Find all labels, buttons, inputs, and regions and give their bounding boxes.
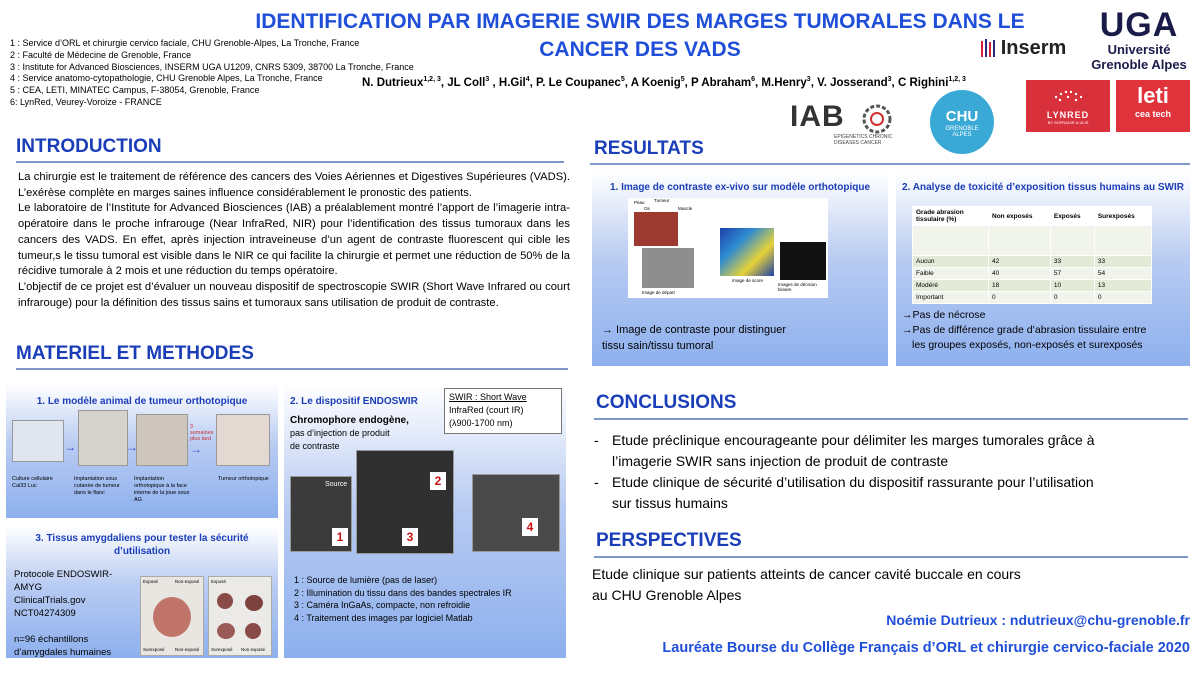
table-row	[913, 292, 1152, 304]
conclusions-heading: CONCLUSIONS	[596, 392, 737, 413]
contrast-figure	[628, 198, 828, 298]
protocol-line: NCT04274309	[14, 608, 76, 619]
cell-culture-photo	[12, 420, 64, 462]
conclusions-list	[594, 430, 1194, 514]
inserm-bars-icon	[980, 37, 998, 59]
award-line: Lauréate Bourse du Collège Français d’ORL et chirurgie cervico-faciale 2020	[662, 640, 1190, 656]
table-cell: Important	[913, 292, 989, 304]
author-name: N. Dutrieux	[362, 76, 424, 89]
author-affiliation: 4	[525, 76, 530, 83]
author-affiliation: 3	[887, 76, 892, 83]
chromophore-line: pas d’injection de produit	[290, 428, 390, 438]
figure-label: Images de décision binaire	[778, 282, 817, 292]
arrow-right-icon: →	[64, 440, 76, 454]
section-divider	[594, 418, 1188, 420]
table-header: Grade abrasion tissulaire (%)	[913, 207, 989, 226]
table-cell: 33	[1050, 256, 1094, 268]
photo-label: Exposé	[211, 579, 227, 584]
affiliation-line: 3 : Institute for Advanced Biosciences, INSERM UGA U1209, CNRS 5309, 38700 La Tronche, France	[10, 61, 414, 72]
table-cell: 18	[989, 280, 1051, 292]
cheek-implant-photo	[136, 414, 188, 466]
device-component: 3 : Caméra InGaAs, compacte, non refroidie	[294, 600, 471, 610]
affiliation-line: 2 : Faculté de Médecine de Grenoble, France	[10, 49, 192, 60]
protocol-line: n=96 échantillons	[14, 634, 89, 645]
perspectives-heading: PERSPECTIVES	[596, 530, 742, 551]
tonsil-sample-photo	[208, 576, 272, 656]
introduction-paragraph: Le laboratoire de l’Institute for Advanced Biosciences (IAB) a préalablement montré l’apport de l’imagerie intra-opératoire dans le proche infrarouge (Near InfraRed, NIR) pour l’identification des tissus tumoraux dans les cancers des VADS. En effet, après injection intraveineuse d’un agent de contraste fluorescent qui cible les tumeur,s le tissu tumoral est visible dans le NIR ce qui facilite la chirurgie et permet une réduction de 50% de la récidive tumorale à 2 mois et une réduction du temps opératoire.	[18, 202, 570, 278]
orthotopic-tumor-photo	[216, 414, 270, 466]
tonsil-sample-photo	[140, 576, 204, 656]
table-header: Surexposés	[1094, 207, 1151, 226]
author-name: M.Henry	[761, 76, 807, 89]
device-component: 2 : Illumination du tissu dans des bandes spectrales IR	[294, 587, 512, 598]
author-name: A Koenig	[630, 76, 681, 89]
finding-line: →Pas de nécrose	[902, 309, 986, 321]
step-badge: 3	[402, 528, 418, 546]
panel-title: 1. Le modèle animal de tumeur orthotopique	[36, 396, 248, 407]
iab-wordmark: IAB	[790, 100, 845, 133]
uga-subtitle: Grenoble Alpes	[1091, 57, 1187, 72]
conclusion-item	[594, 430, 1194, 472]
flank-implant-photo	[78, 410, 128, 466]
conclusion-line: sur tissus humains	[612, 495, 728, 511]
device-component-list	[294, 574, 560, 624]
table-cell: 13	[1094, 280, 1151, 292]
table-cell: Faible	[913, 268, 989, 280]
section-divider	[16, 161, 564, 163]
toxicity-findings	[902, 308, 1188, 353]
table-cell: Aucun	[913, 256, 989, 268]
tonsil-tissue-shape	[245, 595, 263, 611]
figure-label: Image de départ	[642, 290, 675, 295]
uga-logo	[1084, 8, 1194, 78]
delay-label: 3 semaines plus tard	[190, 424, 214, 442]
affiliation-line: 1 : Service d’ORL et chirurgie cervico faciale, CHU Grenoble-Alpes, La Tronche, France	[10, 38, 360, 48]
arrow-right-icon: →	[190, 442, 202, 456]
endoswir-device-panel	[284, 384, 566, 658]
binary-decision-image	[780, 242, 826, 280]
lynred-subtitle: BY SOFRADIR & ULIS	[1047, 120, 1089, 125]
protocol-line: d’amygdales humaines	[14, 647, 112, 658]
table-cell: Modéré	[913, 280, 989, 292]
device-component: 1 : Source de lumière (pas de laser)	[294, 575, 438, 585]
figure-label: Peau	[634, 200, 645, 205]
protocol-line: Protocole ENDOSWIR-AMYG	[14, 569, 113, 593]
conclusion-line: - Etude préclinique encourageante pour délimiter les marges tumorales grâce à	[612, 432, 1095, 448]
tonsil-tissue-shape	[217, 623, 235, 639]
step-caption: Culture cellulaire Cal33 Luc	[12, 476, 53, 489]
step-caption: Implantation sous cutanée de tumeur dans le flanc	[74, 476, 120, 496]
inserm-logo	[975, 34, 1071, 62]
author-affiliation: 5	[620, 76, 625, 83]
table-header: Non exposés	[989, 207, 1051, 226]
swir-definition-line: (λ900-1700 nm)	[449, 418, 513, 428]
panel-title: 3. Tissus amygdaliens pour tester la sécurité d’utilisation	[35, 533, 249, 557]
table-row	[913, 280, 1152, 292]
step-caption: Tumeur orthotopique	[218, 476, 269, 482]
toxicity-table	[912, 206, 1152, 304]
toxicity-analysis-panel	[896, 172, 1190, 366]
table-cell	[1050, 226, 1094, 256]
uga-wordmark: UGA	[1099, 6, 1179, 44]
contrast-image-panel	[592, 172, 888, 366]
author-list: N. Dutrieux$^{1,2, 3}$, JL Coll$^3$ , H.Gil$^4$, P. Le Coupanec$^5$, A Koenig$^5$, P Abraham$^6$, M.Henry$^3$, V. Josserand$^3$, C Righini$^{1,2, 3}$	[362, 76, 966, 89]
author-affiliation: 3	[485, 76, 490, 83]
tonsil-tissue-shape	[217, 593, 233, 609]
introduction-body	[18, 170, 570, 311]
computer-processing-photo	[472, 474, 560, 552]
perspective-line: au CHU Grenoble Alpes	[592, 587, 742, 603]
chromophore-title: Chromophore endogène,	[290, 415, 409, 426]
figure-label: Muscle	[678, 206, 693, 211]
table-cell	[989, 226, 1051, 256]
protocol-spacer	[14, 620, 134, 633]
table-row	[913, 268, 1152, 280]
chromophore-note	[290, 414, 420, 453]
lynred-logo	[1026, 80, 1110, 132]
photo-label: Surexposé	[143, 647, 165, 652]
results-heading: RESULTATS	[594, 138, 704, 159]
caption-line: → Image de contraste pour distinguer	[602, 324, 787, 336]
author-name: H.Gil	[498, 76, 526, 89]
iab-logo	[790, 98, 905, 148]
table-cell: 0	[1094, 292, 1151, 304]
step-caption: Implantation orthotopique à la face interne de la joue sous AG	[134, 476, 190, 503]
uga-subtitle: Université	[1107, 42, 1171, 57]
finding-line: →Pas de différence grade d’abrasion tissulaire entre	[902, 324, 1147, 336]
protocol-info	[14, 568, 134, 659]
chu-subtitle: GRENOBLE ALPES	[945, 126, 979, 138]
poster-title: IDENTIFICATION PAR IMAGERIE SWIR DES MARGES TUMORALES DANS LE CANCER DES VADS	[255, 10, 1025, 61]
contrast-caption	[602, 322, 882, 354]
step-badge: 4	[522, 518, 538, 536]
table-cell: 33	[1094, 256, 1151, 268]
photo-label: Non-exposé	[175, 647, 200, 652]
author-name: P. Le Coupanec	[536, 76, 621, 89]
photo-label: Exposé	[143, 579, 159, 584]
introduction-paragraph: La chirurgie est le traitement de référence des cancers des Voies Aériennes et Digestives Supérieures (VADS). L’exérèse complète en marges saines influence considérablement le pronostic des patients.	[18, 171, 570, 199]
start-image	[642, 248, 694, 288]
tonsil-tissue-shape	[153, 597, 191, 637]
table-cell: 0	[989, 292, 1051, 304]
affiliation-line: 5 : CEA, LETI, MINATEC Campus, F-38054, Grenoble, France	[10, 85, 260, 96]
swir-definition-line: InfraRed (court IR)	[449, 405, 524, 415]
finding-line: les groupes exposés, non-exposés et surexposés	[912, 339, 1143, 351]
tonsil-tissue-shape	[245, 623, 261, 639]
author-affiliation: 1,2, 3	[948, 76, 966, 83]
introduction-heading: INTRODUCTION	[16, 136, 162, 157]
section-divider	[16, 368, 568, 370]
table-cell: 57	[1050, 268, 1094, 280]
author-affiliation: 3	[806, 76, 811, 83]
iab-subtitle: EPIGENETICS CHRONIC DISEASES CANCER	[834, 134, 893, 146]
contact-line: Noémie Dutrieux : ndutrieux@chu-grenoble.fr	[886, 612, 1190, 628]
author-affiliation: 6	[751, 76, 756, 83]
lynred-dots-icon	[1048, 85, 1088, 105]
panel-title: 1. Image de contraste ex-vivo sur modèle orthotopique	[609, 182, 871, 193]
table-header: Exposés	[1050, 207, 1094, 226]
figure-label: Tumeur	[654, 198, 670, 203]
chu-wordmark: CHU	[945, 108, 979, 125]
step-badge: 2	[430, 472, 446, 490]
chu-logo	[930, 90, 994, 154]
table-cell	[1094, 226, 1151, 256]
lynred-wordmark: LYNRED	[1046, 110, 1090, 120]
table-row	[913, 256, 1152, 268]
affiliations	[10, 38, 450, 109]
caption-line: tissu sain/tissu tumoral	[602, 340, 714, 352]
step-badge: 1	[332, 528, 348, 546]
chromophore-line: de contraste	[290, 441, 340, 451]
photo-label: Non exposé	[241, 647, 266, 652]
photo-label: Non-exposé	[175, 579, 200, 584]
author-affiliation: 1,2, 3	[423, 76, 441, 83]
panel-title: 2. Analyse de toxicité d’exposition tissus humains au SWIR	[902, 182, 1184, 193]
panel-title: 2. Le dispositif ENDOSWIR	[290, 396, 418, 407]
specimen-photo	[634, 212, 678, 246]
leti-wordmark: leti	[1137, 83, 1169, 108]
section-divider	[590, 163, 1190, 165]
iab-circle-icon	[860, 102, 894, 136]
table-cell: 40	[989, 268, 1051, 280]
author-affiliation: 5	[680, 76, 685, 83]
table-cell: 42	[989, 256, 1051, 268]
table-cell: 10	[1050, 280, 1094, 292]
swir-definition-box	[444, 388, 562, 434]
animal-model-panel	[6, 384, 278, 518]
leti-logo	[1116, 80, 1190, 132]
protocol-line: ClinicalTrials.gov	[14, 595, 86, 606]
inserm-wordmark: Inserm	[1000, 36, 1067, 59]
perspective-line: Etude clinique sur patients atteints de cancer cavité buccale en cours	[592, 566, 1021, 582]
conclusion-item	[594, 472, 1194, 514]
device-component: 4 : Traitement des images par logiciel Matlab	[294, 612, 473, 623]
source-label: Source	[325, 481, 348, 488]
table-cell: 0	[1050, 292, 1094, 304]
photo-label: Surexposé	[211, 647, 233, 652]
author-name: C Righini	[897, 76, 949, 89]
table-cell	[913, 226, 989, 256]
table-cell: 54	[1094, 268, 1151, 280]
affiliation-line: 4 : Service anatomo-cytopathologie, CHU Grenoble Alpes, La Tronche, France	[10, 73, 323, 84]
affiliation-line: 6: LynRed, Veurey-Voroize - FRANCE	[10, 96, 162, 107]
figure-label: Image de score	[732, 278, 764, 283]
conclusion-line: l’imagerie SWIR sans injection de produit de contraste	[612, 453, 949, 469]
methods-heading: MATERIEL ET METHODES	[16, 343, 254, 364]
perspectives-body	[592, 564, 1192, 606]
section-divider	[594, 556, 1188, 558]
author-name: P Abraham	[691, 76, 752, 89]
author-name: JL Coll	[447, 76, 486, 89]
table-row	[913, 226, 1152, 256]
swir-definition-line: SWIR : Short Wave	[449, 392, 527, 402]
score-image	[720, 228, 774, 276]
arrow-right-icon: →	[126, 440, 138, 454]
author-name: V. Josserand	[817, 76, 888, 89]
figure-label: Os	[644, 206, 650, 211]
leti-subtitle: cea tech	[1134, 109, 1172, 119]
conclusion-line: - Etude clinique de sécurité d’utilisation du dispositif rassurante pour l’utilisation	[612, 474, 1094, 490]
tonsil-tissue-panel	[6, 526, 278, 658]
introduction-paragraph: L’objectif de ce projet est d’évaluer un nouveau dispositif de spectroscopie SWIR (Short Wave Infrared ou court infrarouge) pour la définition des tissus sains et tumoraux sans utilisation de produit de contraste.	[18, 280, 570, 309]
table-header-row	[913, 207, 1152, 226]
